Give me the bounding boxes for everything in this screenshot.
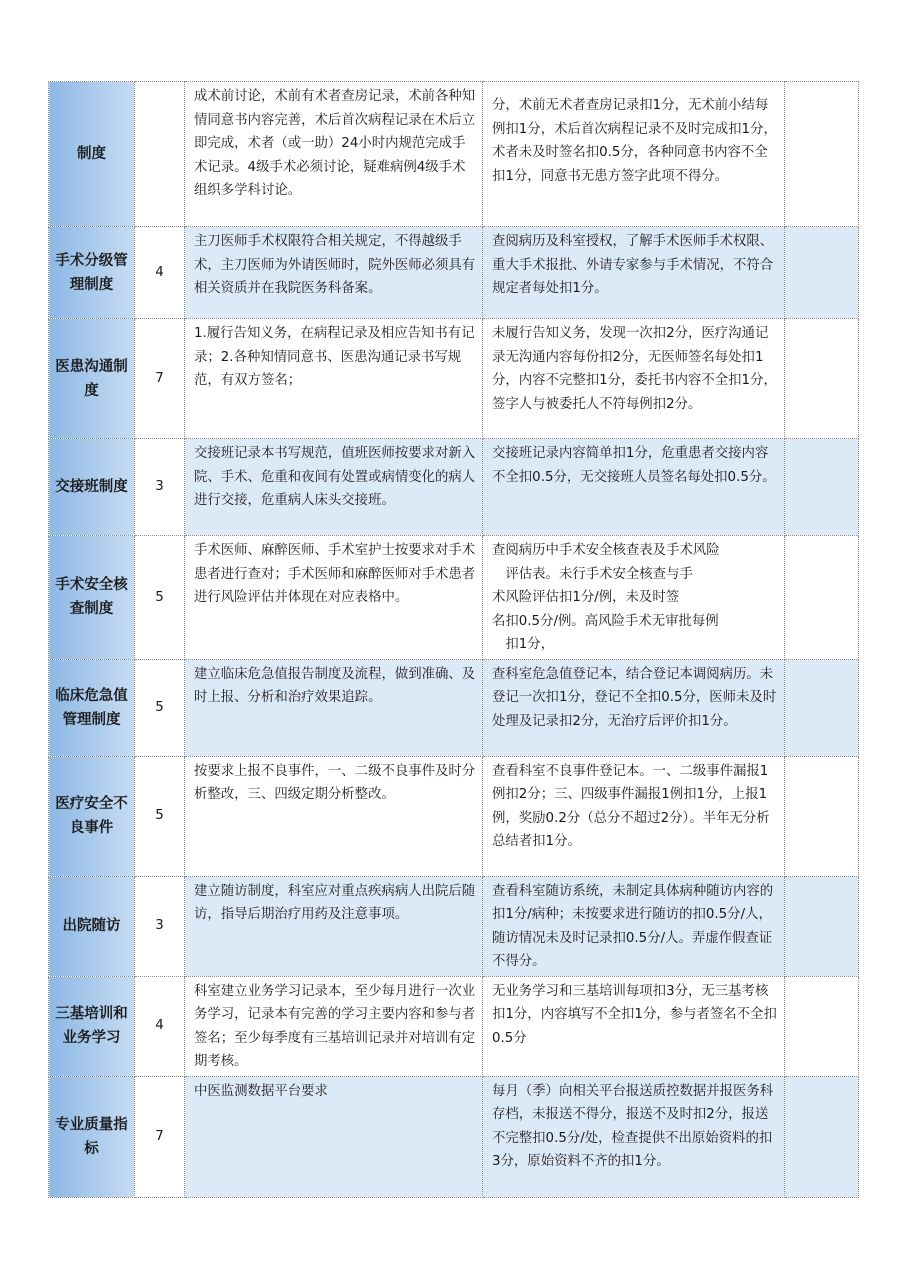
item-name: 专业质量指标 <box>49 1076 135 1197</box>
item-score: 4 <box>135 976 185 1076</box>
scoring-method <box>483 756 785 876</box>
item-name: 出院随访 <box>49 876 135 976</box>
table-row <box>49 1076 859 1197</box>
text-line: 交接班记录本书写规范，值班医师按要求对新入院、手术、危重和夜间有处置或病情变化的病人进行交接，危重病人床头交接班。 <box>194 446 476 508</box>
text-line: 查阅病历及科室授权，了解手术医师手术权限、重大手术报批、外请专家参与手术情况，不符合规定者每处扣1分。 <box>492 234 774 296</box>
text-line: 科室建立业务学习记录本，至少每月进行一次业务学习，记录本有完善的学习主要内容和参与者签名；至少每季度有三基培训记录并对培训有定期考核。 <box>194 983 476 1069</box>
remark-cell <box>785 1076 859 1197</box>
scoring-method <box>483 536 785 660</box>
item-score: 5 <box>135 536 185 660</box>
scoring-method <box>483 876 785 976</box>
standard-text <box>185 756 483 876</box>
text-line: 扣1分， <box>492 637 555 652</box>
item-name: 临床危急值管理制度 <box>49 659 135 756</box>
scoring-method <box>483 1076 785 1197</box>
standard-text <box>185 976 483 1076</box>
table-row <box>49 756 859 876</box>
text-line: 查看科室不良事件登记本。一、二级事件漏报1例扣2分；三、四级事件漏报1例扣1分，上报1例，奖励0.2分（总分不超过2分）。半年无分析总结者扣1分。 <box>492 763 770 849</box>
item-name: 制度 <box>49 82 135 227</box>
standard-text <box>185 319 483 439</box>
table-row <box>49 319 859 439</box>
text-line: 未履行告知义务，发现一次扣2分，医疗沟通记录无沟通内容每份扣2分，无医师签名每处扣1分，内容不完整扣1分，委托书内容不全扣1分，签字人与被委托人不符每例扣2分。 <box>492 326 777 412</box>
item-name: 三基培训和业务学习 <box>49 976 135 1076</box>
item-score: 3 <box>135 439 185 536</box>
item-score: 5 <box>135 659 185 756</box>
table-row <box>49 536 859 660</box>
item-score: 4 <box>135 227 185 319</box>
quality-assessment-table <box>48 81 859 1198</box>
text-line: 名扣0.5分/例。高风险手术无审批每例 <box>492 613 719 629</box>
standard-text <box>185 536 483 660</box>
scoring-method <box>483 227 785 319</box>
scoring-method <box>483 319 785 439</box>
standard-text <box>185 439 483 536</box>
text-line: 查看科室随访系统，未制定具体病种随访内容的扣1分/病种；未按要求进行随访的扣0.5分/人，随访情况未及时记录扣0.5分/人。弄虚作假查证不得分。 <box>492 883 774 969</box>
remark-cell <box>785 536 859 660</box>
table-row <box>49 439 859 536</box>
scoring-method <box>483 82 785 227</box>
standard-text <box>185 876 483 976</box>
scoring-method <box>483 976 785 1076</box>
text-line: 中医监测数据平台要求 <box>194 1083 328 1099</box>
standard-text <box>185 659 483 756</box>
remark-cell <box>785 756 859 876</box>
remark-cell <box>785 976 859 1076</box>
table-row <box>49 976 859 1076</box>
text-line: 每月（季）向相关平台报送质控数据并报医务科存档，未报送不得分，报送不及时扣2分，报送不完整扣0.5分/处，检查提供不出原始资料的扣3分，原始资料不齐的扣1分。 <box>492 1083 774 1169</box>
table-row <box>49 227 859 319</box>
text-line: 按要求上报不良事件，一、二级不良事件及时分析整改，三、四级定期分析整改。 <box>194 763 476 802</box>
text-line: 交接班记录内容简单扣1分，危重患者交接内容不全扣0.5分，无交接班人员签名每处扣0.5分。 <box>492 446 776 485</box>
text-line: 无业务学习和三基培训每项扣3分，无三基考核扣1分，内容填写不全扣1分，参与者签名不全扣0.5分 <box>492 983 777 1046</box>
table-row <box>49 876 859 976</box>
item-score <box>135 82 185 227</box>
text-line: 手术医师、麻醉医师、手术室护士按要求对手术患者进行查对；手术医师和麻醉医师对手术患者进行风险评估并体现在对应表格中。 <box>194 543 476 605</box>
remark-cell <box>785 82 859 227</box>
item-score: 3 <box>135 876 185 976</box>
text-line: 分，术前无术者查房记录扣1分，无术前小结每例扣1分，术后首次病程记录不及时完成扣1分，术者未及时签名扣0.5分，各种同意书内容不全扣1分，同意书无患方签字此项不得分。 <box>492 98 777 184</box>
text-line: 主刀医师手术权限符合相关规定，不得越级手术，主刀医师为外请医师时，院外医师必须具有相关资质并在我院医务科备案。 <box>194 234 476 296</box>
table-row <box>49 659 859 756</box>
item-name: 手术安全核查制度 <box>49 536 135 660</box>
item-score: 5 <box>135 756 185 876</box>
item-score: 7 <box>135 319 185 439</box>
item-name: 医患沟通制度 <box>49 319 135 439</box>
scoring-method <box>483 439 785 536</box>
remark-cell <box>785 439 859 536</box>
remark-cell <box>785 319 859 439</box>
standard-text <box>185 82 483 227</box>
remark-cell <box>785 227 859 319</box>
text-line: 1.履行告知义务，在病程记录及相应告知书有记录；2.各种知情同意书、医患沟通记录书写规范，有双方签名； <box>194 326 475 388</box>
item-score: 7 <box>135 1076 185 1197</box>
item-name: 手术分级管理制度 <box>49 227 135 319</box>
text-line: 术风险评估扣1分/例，未及时签 <box>492 590 680 605</box>
text-line: 查阅病历中手术安全核查表及手术风险 <box>492 543 720 558</box>
text-line: 建立随访制度，科室应对重点疾病病人出院后随访，指导后期治疗用药及注意事项。 <box>194 883 476 922</box>
item-name: 交接班制度 <box>49 439 135 536</box>
standard-text <box>185 227 483 319</box>
item-name: 医疗安全不良事件 <box>49 756 135 876</box>
table-row <box>49 82 859 227</box>
text-line: 建立临床危急值报告制度及流程，做到准确、及时上报、分析和治疗效果追踪。 <box>194 666 476 705</box>
standard-text <box>185 1076 483 1197</box>
scoring-method <box>483 659 785 756</box>
text-line: 查科室危急值登记本，结合登记本调阅病历。未登记一次扣1分，登记不全扣0.5分，医师未及时处理及记录扣2分，无治疗后评价扣1分。 <box>492 666 777 729</box>
text-line: 评估表。未行手术安全核查与手 <box>492 566 693 582</box>
remark-cell <box>785 659 859 756</box>
text-line: 成术前讨论，术前有术者查房记录，术前各种知情同意书内容完善，术后首次病程记录在术后立即完成，术者（或一助）24小时内规范完成手术记录。4级手术必须讨论，疑难病例4级手术组织多学科讨论。 <box>194 89 476 198</box>
remark-cell <box>785 876 859 976</box>
